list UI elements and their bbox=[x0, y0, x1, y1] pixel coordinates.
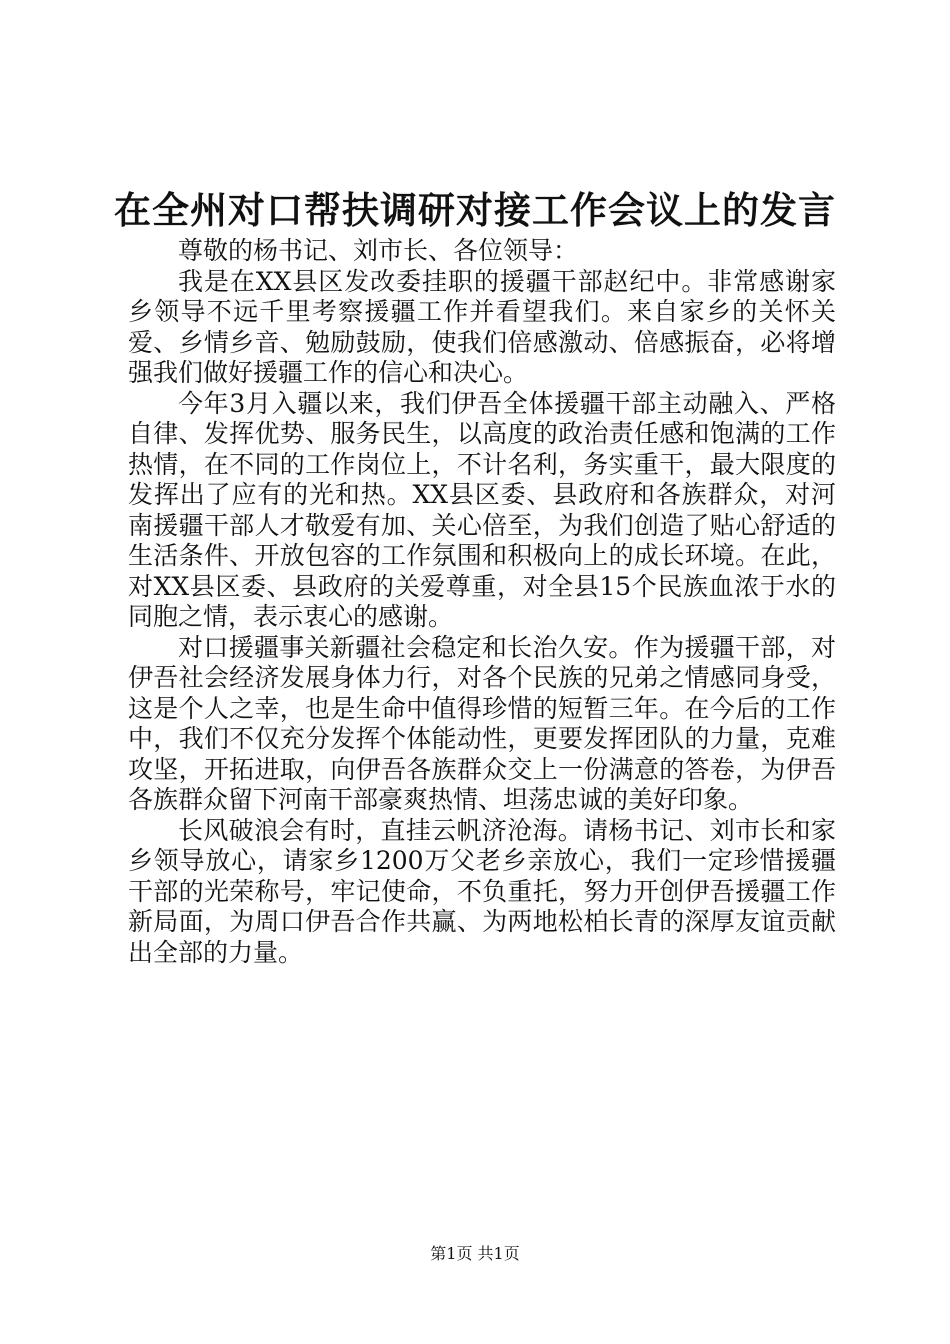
paragraph-4: 长风破浪会有时，直挂云帆济沧海。请杨书记、刘市长和家乡领导放心，请家乡1200万父老乡亲放心，我们一定珍惜援疆干部的光荣称号，牢记使命，不负重托，努力开创伊吾援疆工作新局面，为周口伊吾合作共赢、为两地松柏长青的深厚友谊贡献出全部的力量。 bbox=[128, 815, 836, 967]
paragraph-2: 今年3月入疆以来，我们伊吾全体援疆干部主动融入、严格自律、发挥优势、服务民生，以高度的政治责任感和饱满的工作热情，在不同的工作岗位上，不计名利，务实重干，最大限度的发挥出了应有的光和热。XX县区委、县政府和各族群众，对河南援疆干部人才敬爱有加、关心倍至，为我们创造了贴心舒适的生活条件、开放包容的工作氛围和积极向上的成长环境。在此，对XX县区委、县政府的关爱尊重，对全县15个民族血浓于水的同胞之情，表示衷心的感谢。 bbox=[128, 388, 836, 631]
page-indicator: 第1页 共1页 bbox=[430, 1244, 520, 1263]
salutation: 尊敬的杨书记、刘市长、各位领导： bbox=[178, 236, 579, 265]
document-body bbox=[128, 236, 836, 968]
document-title: 在全州对口帮扶调研对接工作会议上的发言 bbox=[114, 188, 836, 232]
paragraph-1: 我是在XX县区发改委挂职的援疆干部赵纪中。非常感谢家乡领导不远千里考察援疆工作并看望我们。来自家乡的关怀关爱、乡情乡音、勉励鼓励，使我们倍感激动、倍感振奋，必将增强我们做好援疆工作的信心和决心。 bbox=[128, 266, 836, 387]
paragraph-3: 对口援疆事关新疆社会稳定和长治久安。作为援疆干部，对伊吾社会经济发展身体力行，对各个民族的兄弟之情感同身受，这是个人之幸，也是生命中值得珍惜的短暂三年。在今后的工作中，我们不仅充分发挥个体能动性，更要发挥团队的力量，克难攻坚，开拓进取，向伊吾各族群众交上一份满意的答卷，为伊吾各族群众留下河南干部豪爽热情、坦荡忠诚的美好印象。 bbox=[128, 632, 836, 814]
